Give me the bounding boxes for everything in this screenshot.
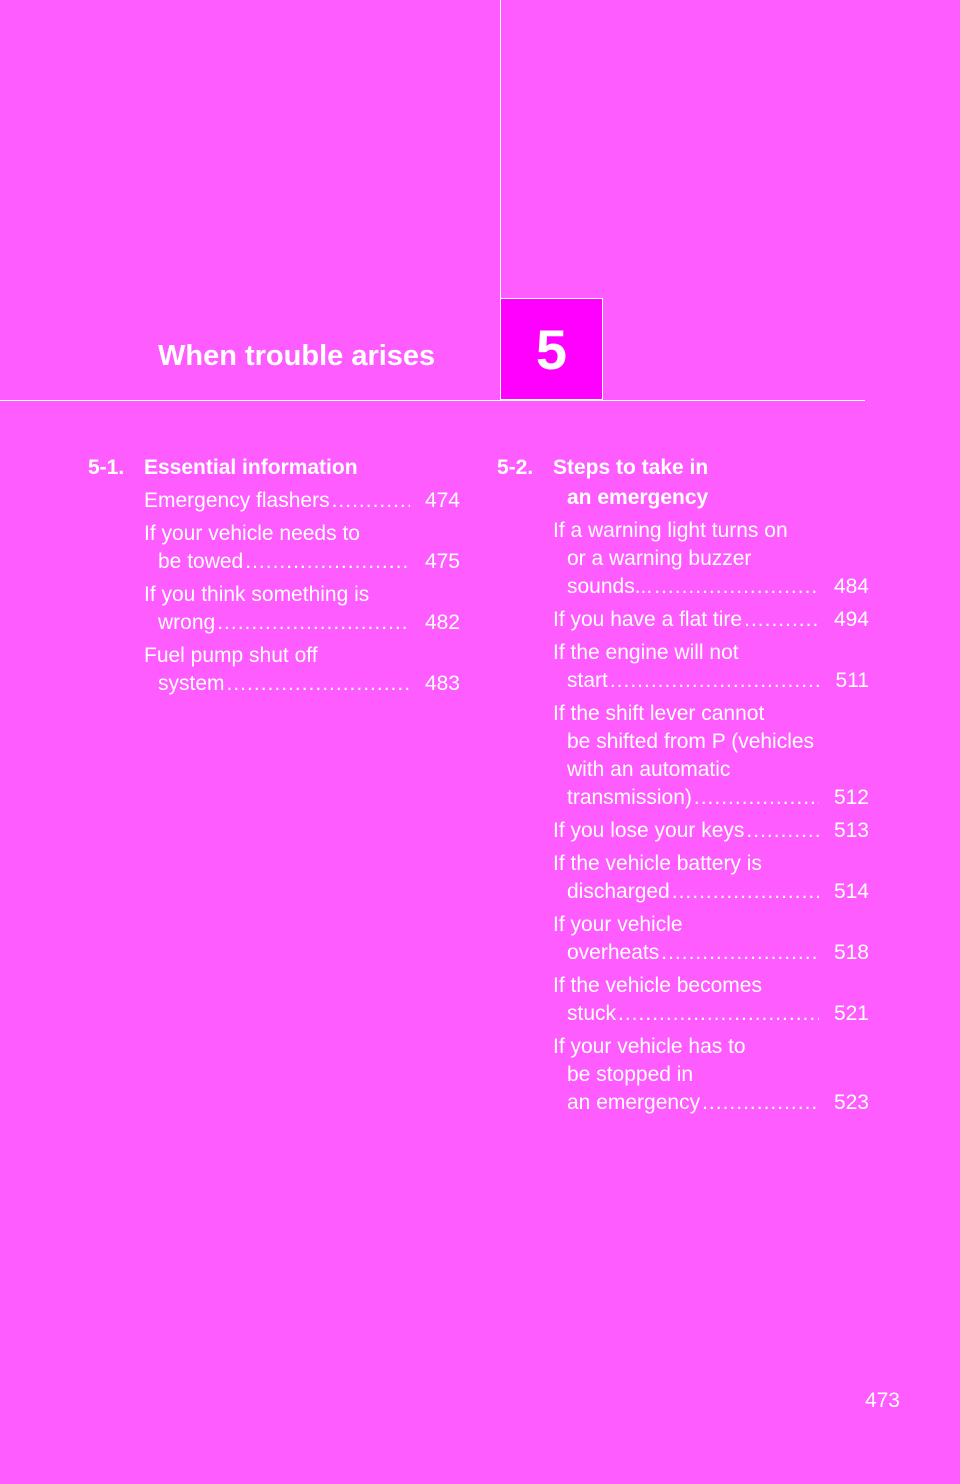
- toc-entry-line: Fuel pump shut off: [144, 644, 318, 667]
- section-heading: [88, 453, 460, 483]
- chapter-number-tab: 5: [500, 298, 603, 400]
- section-title: [144, 453, 358, 483]
- section-title-line: an emergency: [567, 486, 709, 509]
- toc-entry-page: 511: [835, 669, 869, 692]
- section-number: 5-1.: [88, 456, 125, 479]
- section-title-line: Steps to take in: [553, 456, 709, 479]
- toc-entry-page: 475: [424, 550, 460, 573]
- toc-entry-line: If you lose your keys: [553, 819, 745, 842]
- divider-horizontal: [0, 400, 865, 401]
- toc-entry-line: overheats: [567, 941, 660, 964]
- dot-leader: [610, 667, 819, 695]
- toc-entry-line: or a warning buzzer: [567, 547, 752, 570]
- toc-entry-line: If the vehicle battery is: [553, 852, 762, 875]
- toc-entry-line: sounds...: [567, 575, 653, 598]
- toc-entry-line: wrong: [158, 611, 216, 634]
- toc-entry-leader-row: [553, 878, 869, 906]
- dot-leader: [332, 487, 410, 515]
- dot-leader: [694, 784, 819, 812]
- toc-list: [553, 517, 869, 1117]
- dot-leader: [245, 548, 410, 576]
- dot-leader: [702, 1089, 819, 1117]
- section-title-line: Essential information: [144, 456, 358, 479]
- toc-entry[interactable]: [553, 911, 869, 967]
- section-heading: [497, 453, 869, 513]
- toc-entry-line: If you have a flat tire: [553, 608, 743, 631]
- toc-entry-page: 474: [424, 489, 460, 512]
- toc-entry-page: 512: [833, 786, 869, 809]
- section-number: 5-2.: [497, 456, 534, 479]
- dot-leader: [744, 606, 819, 634]
- toc-entry[interactable]: [553, 517, 869, 601]
- toc-entry-line: If your vehicle: [553, 913, 683, 936]
- toc-entry[interactable]: [553, 850, 869, 906]
- toc-entry-leader-row: [553, 784, 869, 812]
- toc-entry-leader-row: [144, 487, 460, 515]
- toc-entry[interactable]: [553, 1033, 869, 1117]
- toc-entry[interactable]: [144, 487, 460, 515]
- toc-entry-line: system: [158, 672, 225, 695]
- dot-leader: [672, 878, 819, 906]
- toc-entry-line: start: [567, 669, 608, 692]
- toc-entry-leader-row: [553, 606, 869, 634]
- toc-entry[interactable]: [553, 817, 869, 845]
- toc-entry-leader-row: [144, 609, 460, 637]
- dot-leader: [217, 609, 410, 637]
- toc-entry-leader-row: [144, 670, 460, 698]
- toc-entry-line: If your vehicle needs to: [144, 522, 360, 545]
- toc-entry-leader-row: [553, 573, 869, 601]
- toc-entry-page: 482: [424, 611, 460, 634]
- dot-leader: [618, 1000, 819, 1028]
- toc-entry-line: be shifted from P (vehicles: [567, 730, 815, 753]
- dot-leader: [654, 573, 819, 601]
- chapter-title: When trouble arises: [158, 340, 436, 372]
- toc-entry-line: If the engine will not: [553, 641, 739, 664]
- toc-entry-page: 514: [833, 880, 869, 903]
- toc-entry[interactable]: [553, 700, 869, 812]
- section-title: [553, 453, 708, 513]
- toc-entry-leader-row: [144, 548, 460, 576]
- dot-leader: [661, 939, 819, 967]
- toc-entry-page: 521: [833, 1002, 869, 1025]
- toc-entry-leader-row: [553, 667, 869, 695]
- dot-leader: [746, 817, 819, 845]
- toc-entry[interactable]: [144, 581, 460, 637]
- toc-entry-line: with an automatic: [567, 758, 731, 781]
- toc-entry[interactable]: [553, 972, 869, 1028]
- dot-leader: [227, 670, 410, 698]
- toc-entry-page: 483: [424, 672, 460, 695]
- toc-entry[interactable]: [144, 520, 460, 576]
- toc-entry-page: 484: [833, 575, 869, 598]
- toc-entry[interactable]: [144, 642, 460, 698]
- toc-entry-page: 513: [833, 819, 869, 842]
- toc-entry-line: If your vehicle has to: [553, 1035, 746, 1058]
- toc-entry[interactable]: [553, 606, 869, 634]
- toc-entry-leader-row: [553, 939, 869, 967]
- toc-entry-page: 523: [833, 1091, 869, 1114]
- toc-entry-line: If the shift lever cannot: [553, 702, 765, 725]
- toc-entry-line: an emergency: [567, 1091, 701, 1114]
- toc-entry-line: If a warning light turns on: [553, 519, 788, 542]
- toc-entry-line: transmission): [567, 786, 692, 809]
- page-number: 473: [864, 1389, 900, 1412]
- section-5-1: [88, 453, 460, 703]
- toc-entry-leader-row: [553, 1000, 869, 1028]
- toc-entry-line: Emergency flashers: [144, 489, 330, 512]
- toc-entry-line: be towed: [158, 550, 244, 573]
- toc-entry-line: discharged: [567, 880, 670, 903]
- section-5-2: [497, 453, 869, 1122]
- toc-entry[interactable]: [553, 639, 869, 695]
- toc-entry-leader-row: [553, 1089, 869, 1117]
- toc-list: [144, 487, 460, 698]
- toc-entry-line: be stopped in: [567, 1063, 694, 1086]
- toc-entry-leader-row: [553, 817, 869, 845]
- toc-entry-page: 494: [833, 608, 869, 631]
- toc-entry-line: If the vehicle becomes: [553, 974, 762, 997]
- divider-vertical: [500, 0, 501, 298]
- toc-entry-page: 518: [833, 941, 869, 964]
- toc-entry-line: If you think something is: [144, 583, 370, 606]
- toc-entry-line: stuck: [567, 1002, 617, 1025]
